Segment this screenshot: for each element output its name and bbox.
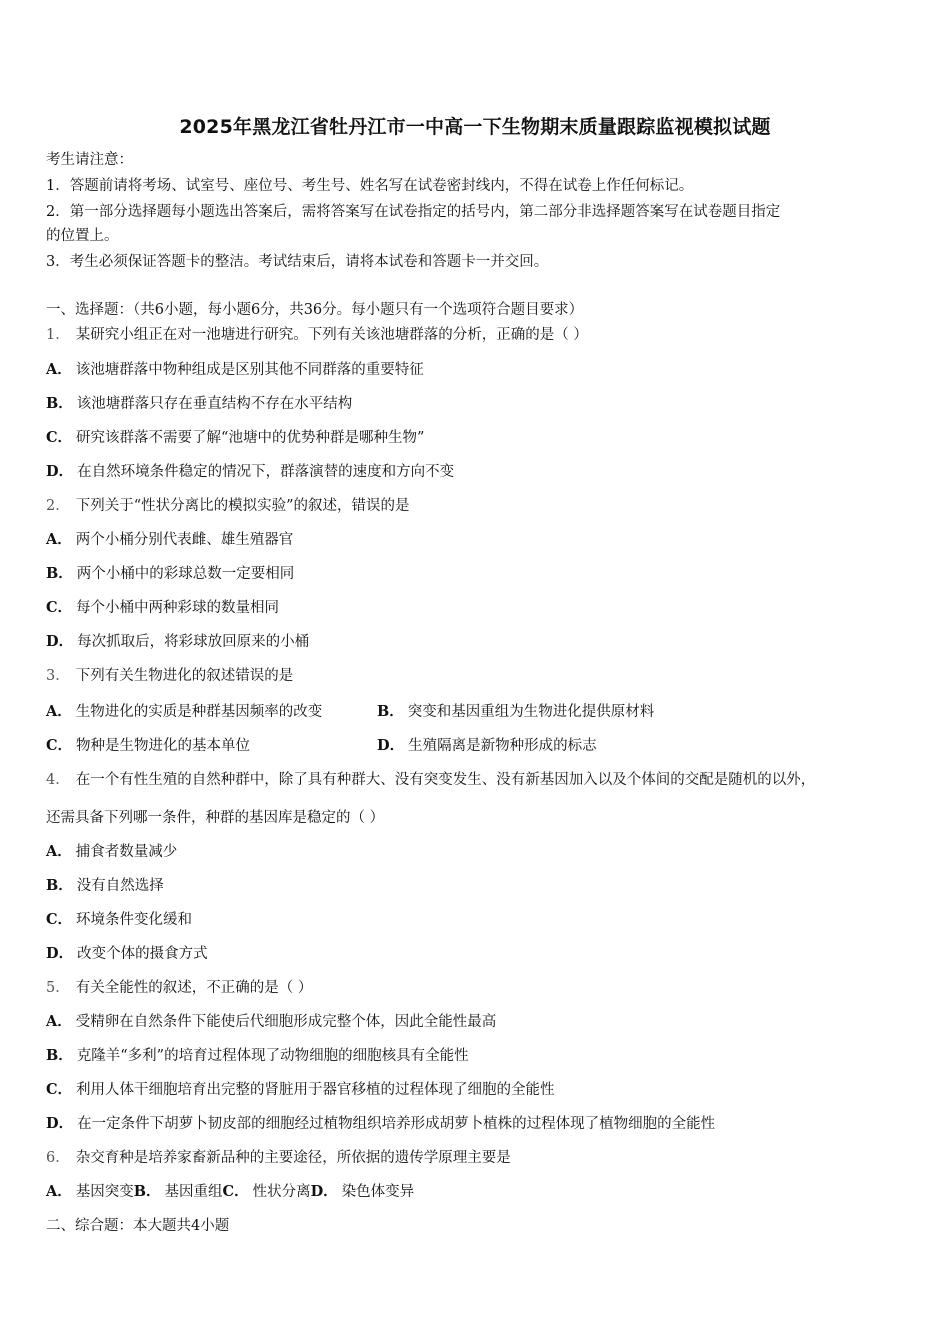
question-number: 2．: [46, 498, 70, 514]
question-number: 1．: [46, 327, 70, 343]
option-key: D．: [46, 633, 74, 650]
option-key: B．: [377, 703, 404, 720]
notice-item: 的位置上。: [46, 228, 119, 244]
option-text: 每次抓取后，将彩球放回原来的小桶: [77, 634, 310, 650]
option: [46, 598, 279, 618]
option-text: 克隆羊“多利”的培育过程体现了动物细胞的细胞核具有全能性: [76, 1048, 469, 1064]
notice-heading: 考生请注意：: [46, 152, 133, 168]
question-number: 6．: [46, 1150, 70, 1166]
option-text: 突变和基因重组为生物进化提供原材料: [407, 704, 655, 720]
option: [46, 394, 352, 414]
option-text: 在自然环境条件稳定的情况下，群落演替的速度和方向不变: [77, 464, 455, 480]
question-4: [46, 770, 815, 790]
question-number: 5．: [46, 980, 70, 996]
notice-item: 1．答题前请将考场、试室号、座位号、考生号、姓名写在试卷密封线内，不得在试卷上作任何标记。: [46, 178, 694, 194]
option-key: D．: [46, 1115, 74, 1132]
option-key: B．: [46, 565, 73, 582]
option: [223, 1184, 311, 1200]
question-stem: 杂交育种是培养家畜新品种的主要途径，所依据的遗传学原理主要是: [75, 1150, 511, 1166]
option-key: A．: [46, 703, 72, 720]
option-key: C．: [46, 911, 73, 928]
option-key: D．: [310, 1183, 338, 1200]
notice-item: 2．第一部分选择题每小题选出答案后，需将答案写在试卷指定的括号内，第二部分非选择题答案写在试卷题目指定: [46, 204, 781, 220]
option-text: 在一定条件下胡萝卜韧皮部的细胞经过植物组织培养形成胡萝卜植株的过程体现了植物细胞的全能性: [77, 1116, 716, 1132]
option: [46, 632, 309, 652]
question-6: [46, 1148, 511, 1168]
option: [46, 360, 424, 380]
option-key: A．: [46, 361, 72, 378]
option-text: 没有自然选择: [76, 878, 164, 894]
option: [311, 1184, 415, 1200]
option: [46, 462, 454, 482]
option-key: D．: [46, 463, 74, 480]
option-key: A．: [46, 531, 72, 548]
question-3: [46, 666, 293, 686]
question-1: [46, 325, 588, 345]
option-key: D．: [377, 737, 405, 754]
option: [377, 702, 654, 722]
option: [377, 736, 597, 756]
option-text: 两个小桶中的彩球总数一定要相同: [76, 566, 295, 582]
option-key: D．: [46, 945, 74, 962]
question-number: 3．: [46, 668, 70, 684]
option-key: B．: [46, 395, 73, 412]
option-text: 生物进化的实质是种群基因频率的改变: [75, 704, 323, 720]
option-text: 环境条件变化缓和: [76, 912, 193, 928]
question-stem: 某研究小组正在对一池塘进行研究。下列有关该池塘群落的分析，正确的是（ ）: [75, 327, 588, 343]
question-5: [46, 978, 312, 998]
option-text: 两个小桶分别代表雌、雄生殖器官: [75, 532, 294, 548]
option-key: A．: [46, 1183, 72, 1200]
notice-item: 3．考生必须保证答题卡的整洁。考试结束后，请将本试卷和答题卡一并交回。: [46, 254, 549, 270]
option: [46, 910, 192, 930]
option-row: [46, 702, 906, 722]
option-text: 捕食者数量减少: [75, 844, 178, 860]
question-stem-continued: 还需具备下列哪一条件，种群的基因库是稳定的（ ）: [46, 810, 385, 826]
option: [46, 428, 424, 448]
option-row: [46, 1182, 414, 1202]
option: [46, 1012, 496, 1032]
option-key: C．: [222, 1183, 249, 1200]
option: [134, 1184, 223, 1200]
option-text: 受精卵在自然条件下能使后代细胞形成完整个体，因此全能性最高: [75, 1014, 497, 1030]
option-key: C．: [46, 737, 73, 754]
option-text: 性状分离: [252, 1184, 311, 1200]
option: [46, 564, 294, 584]
option-text: 生殖隔离是新物种形成的标志: [408, 738, 597, 754]
option-text: 基因重组: [164, 1184, 223, 1200]
option: [46, 738, 250, 754]
option: [46, 944, 208, 964]
option-key: C．: [46, 429, 73, 446]
option-row: [46, 736, 906, 756]
option-key: A．: [46, 1013, 72, 1030]
question-number: 4．: [46, 772, 70, 788]
page-title: 2025年黑龙江省牡丹江市一中高一下生物期末质量跟踪监视模拟试题: [179, 116, 771, 138]
option-text: 染色体变异: [341, 1184, 415, 1200]
option-key: B．: [46, 1047, 73, 1064]
option-text: 该池塘群落只存在垂直结构不存在水平结构: [76, 396, 353, 412]
option-key: B．: [46, 877, 73, 894]
question-stem: 下列有关生物进化的叙述错误的是: [75, 668, 294, 684]
option: [46, 876, 164, 896]
option: [46, 1114, 715, 1134]
section-heading: 一、选择题：（共6小题，每小题6分，共36分。每小题只有一个选项符合题目要求）: [46, 302, 584, 318]
option: [46, 530, 293, 550]
question-stem: 在一个有性生殖的自然种群中，除了具有种群大、没有突变发生、没有新基因加入以及个体间的交配是随机的以外，: [75, 772, 816, 788]
option-text: 每个小桶中两种彩球的数量相同: [76, 600, 280, 616]
question-2: [46, 496, 410, 516]
option-text: 改变个体的摄食方式: [77, 946, 208, 962]
option-text: 该池塘群落中物种组成是区别其他不同群落的重要特征: [75, 362, 424, 378]
option-text: 物种是生物进化的基本单位: [76, 738, 251, 754]
option: [46, 842, 177, 862]
section-heading: 二、综合题：本大题共4小题: [46, 1218, 230, 1234]
option: [46, 1046, 469, 1066]
option-key: C．: [46, 599, 73, 616]
option-text: 研究该群落不需要了解“池塘中的优势种群是哪种生物”: [76, 430, 425, 446]
option: [46, 1184, 134, 1200]
option: [46, 1080, 555, 1100]
option-text: 基因突变: [75, 1184, 134, 1200]
option-text: 利用人体干细胞培育出完整的肾脏用于器官移植的过程体现了细胞的全能性: [76, 1082, 555, 1098]
question-stem: 有关全能性的叙述，不正确的是（ ）: [75, 980, 313, 996]
option-key: A．: [46, 843, 72, 860]
option-key: B．: [133, 1183, 161, 1200]
option-key: C．: [46, 1081, 73, 1098]
question-stem: 下列关于“性状分离比的模拟实验”的叙述，错误的是: [75, 498, 410, 514]
option: [46, 704, 322, 720]
